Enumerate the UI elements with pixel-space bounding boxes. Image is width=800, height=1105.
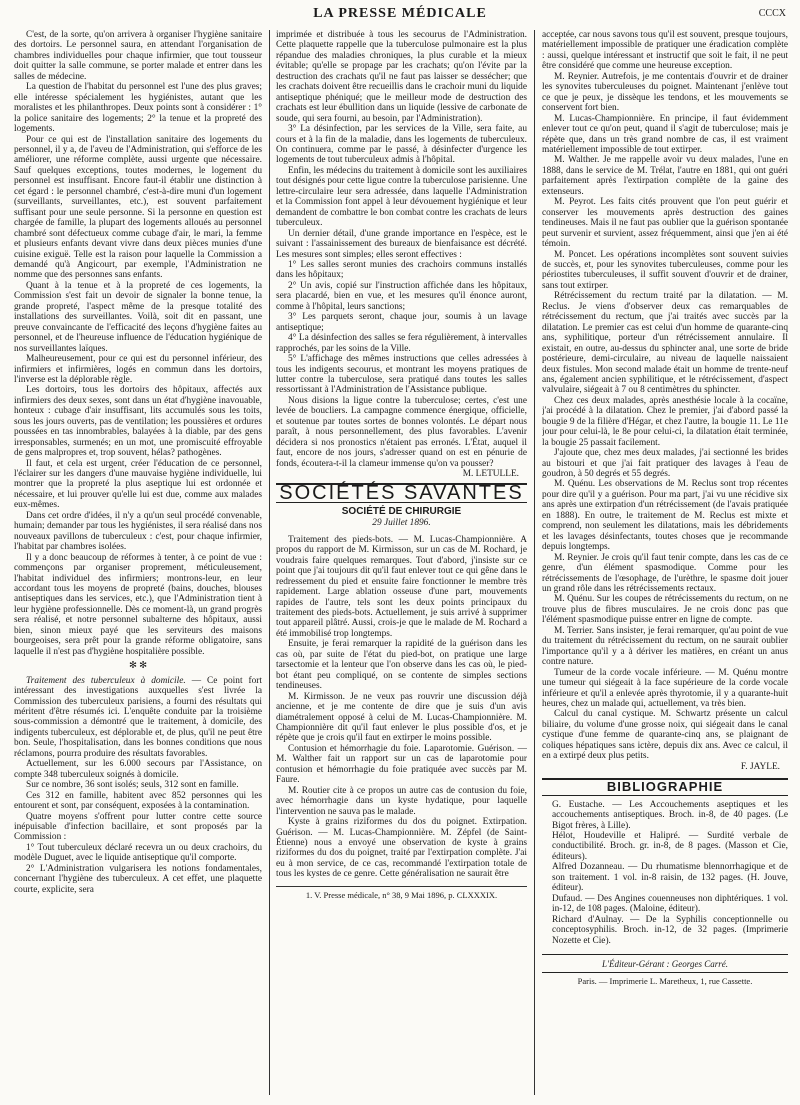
paragraph: Actuellement, sur les 6.000 secours par l'Assistance, on compte 348 tuberculeux soignés à domicile. [14, 759, 262, 780]
paragraph: 2° Un avis, copié sur l'instruction affichée dans les hôpitaux, sera placardé, bien en vue, et les mesures qu'il énonce auront, comme à l'hôpital, leurs sanctions; [276, 280, 527, 312]
paragraph: Enfin, les médecins du traitement à domicile sont les auxiliaires tout désignés pour cette ligue contre la tuberculose parisienne. Une lettre-circulaire leur sera adressée, dans laquelle l'Administration et la Commission font appel à leur dévouement hygiénique et leur demandent de combattre le bon combat contre les crachats de leurs tuberculeux. [276, 165, 527, 229]
paragraph: M. Kirmisson. Je ne veux pas rouvrir une discussion déjà ancienne, et je me contente de dire que je suis d'un avis diamétralement opposé à celui de M. Lucas-Championnière. M. Championnière dit qu'il faut enlever le plus possible d'os, et je répète que je crois qu'il faut en extirper le moins possible. [276, 691, 527, 744]
society-name: SOCIÉTÉ DE CHIRURGIE [341, 505, 462, 517]
paragraph: M. Routier cite à ce propos un autre cas de contusion du foie, avec hémorrhagie dans un kyste hydatique, pour laquelle l'intervention ne sauva pas le malade. [276, 785, 527, 817]
paragraph: Dans cet ordre d'idées, il n'y a qu'un seul procédé convenable, humain; demander par tous les hygiénistes, il sera réalisé dans nos nouveaux pavillons de tuberculeux : c'est, pour chaque infirmier, l'habitat par chambres isolées. [14, 510, 262, 553]
bibliography-entry: G. Eustache. — Les Accouchements aseptiques et les accouchements antiseptiques. Broch. in-8, de 40 pages. (Le Bigot frères, à Lille). [552, 799, 788, 831]
paragraph: M. Reynier. Autrefois, je me contentais d'ouvrir et de drainer les synovites tuberculeuses du poignet. Maintenant j'enlève tout ce que je peux, je dissèque les tendons, et les mouvements se conservent fort bien. [542, 71, 788, 114]
paragraph: 5° L'affichage des mêmes instructions que celles adressées à tous les indigents secourus, et montrant les moyens pratiques de lutter contre la tuberculose, sera pratiqué dans toutes les salles ressortissant à l'Administration de l'Assistance publique. [276, 354, 527, 396]
session-date: 29 Juillet 1896. [372, 518, 431, 529]
paragraph: 4° La désinfection des salles se fera régulièrement, à intervalles rapprochés, par les soins de la Ville. [276, 333, 527, 354]
paragraph: Quant à la tenue et à la propreté de ces logements, la Commission s'est fait un devoir de signaler la bonne tenue, la grande propreté, l'aspect même de la presque totalité des installations des surveillantes. Voilà, soit dit en passant, une preuve convaincante de l'efficacité des leçons d'hygiène faites au personnel, et de l'heureuse influence de l'éducation hygiénique de nos surveillantes laïques. [14, 280, 262, 354]
paragraph: M. Reynier. Je crois qu'il faut tenir compte, dans les cas de ce genre, d'un élément spasmodique. Comme pour les rétrécissements de l'œsophage, de l'urèthre, le spasme doit jouer un grand rôle dans les rétrécissements rectaux. [542, 552, 788, 595]
bibliography-entry: Hélot, Houdeville et Halipré. — Surdité verbale de conductibilité. Broch. gr. in-8, de 8 pages. (Masson et Cie, éditeurs). [552, 830, 788, 862]
paragraph: M. Poncet. Les opérations incomplètes sont souvent suivies de succès, et, pour les synovites tuberculeuses, comme pour les périostites tuberculeuses, il suffit souvent d'ouvrir et de drainer, sans tout extirper. [542, 249, 788, 291]
page-number: CCCX [758, 8, 786, 19]
author-signature: F. JAYLE. [740, 761, 780, 772]
bibliography-entry: Richard d'Aulnay. — De la Syphilis conceptionnelle ou conceptosyphilis. Broch. in-12, de 32 pages. (Imprimerie Nozette et Cie). [552, 914, 788, 946]
paragraph: Rétrécissement du rectum traité par la dilatation. — M. Reclus. Je viens d'observer deux cas remarquables de rétrécissement du rectum, que j'ai traités avec succès par la dilatation. Le premier cas est celui d'un homme de quarante-cinq ans, syphilitique, porteur d'un rétrécissement annulaire. Il existait, en outre, au-dessus du sphincter anal, une sorte de bride postérieure, demi-circulaire, au niveau de laquelle naissaient deux fistules. Mon second malade était un homme de trente-neuf ans, également ancien syphilitique, et le rétrécissement, d'aspect valvulaire, siégeait à 7 ou 8 centimètres du sphincter. [542, 291, 788, 396]
section-title: SOCIÉTÉS SAVANTES [276, 483, 527, 502]
paragraph: M. Walther. Je me rappelle avoir vu deux malades, l'une en 1888, dans le service de M. Trélat, l'autre en 1881, qui ont guéri parfaitement après l'extirpation complète de la gaine des extenseurs. [542, 155, 788, 197]
paragraph: imprimée et distribuée à tous les secourus de l'Administration. Cette plaquette rappelle que la tuberculose pulmonaire est la plus répandue des maladies chroniques, la plus curable et la mieux évitable; qu'elle se propage par les crachats; qu'on l'évite par la destruction des crachats qu'il ne faut pas laisser se dessécher; que les crachats doivent être recueillis dans le crachoir muni du liquide antiseptique phéniqué; que le meilleur mode de destruction des crachats est leur ébullition dans un liquide (lessive de carbonate de soude, qui sera fourni, au besoin, par l'Administration). [276, 30, 527, 124]
paragraph: 3° La désinfection, par les services de la Ville, sera faite, au cours et à la fin de la maladie, dans les logements de tuberculeux. On continuera, comme par le passé, à désinfecter d'urgence les logements de tout tuberculeux admis à l'hôpital. [276, 124, 527, 166]
editor-line: L'Éditeur-Gérant : Georges Carré. [542, 954, 788, 969]
paragraph: Calcul du canal cystique. M. Schwartz présente un calcul biliaire, du volume d'une grosse noix, qui siégeait dans le canal cystique d'une femme de quarante-cinq ans, se plaignant de coliques hépatiques sans ictère, depuis dix ans. Avec ce calcul, il en a extirpé deux plus petits. [542, 709, 788, 762]
footnote: 1. V. Presse médicale, n° 38, 9 Mai 1896, p. CLXXXIX. [276, 886, 527, 900]
paragraph: Chez ces deux malades, après anesthésie locale à la cocaïne, j'ai procédé à la dilatation. Chez le premier, j'ai d'abord passé la bougie 9 de la filière d'Hégar, et chez l'autre, la bougie 11. Le 11e jour pour celui-là, le 8e pour celui-ci, la dilatation était terminée, la bougie 25 passait facilement. [542, 395, 788, 448]
page-header [14, 4, 786, 30]
column-divider [269, 30, 270, 1095]
paragraph: Pour ce qui est de l'installation sanitaire des logements du personnel, il y a, de l'aveu de l'Administration, qui s'efforce de les améliorer, une réforme complète, aussi urgente que nécessaire. Sauf quelques exceptions, toutes modernes, le logement du personnel est insuffisant. Encore faut-il établir une distinction à cet égard : le personnel chambré, c'est-à-dire muni d'un logement (surveillants, surveillantes, etc.), est souvent parfaitement suffisant pour une seule personne. Si la personne en question est chargée de famille, la plupart des logements alloués au personnel chambré sont défectueux comme cubage d'air, le mari, la femme et plusieurs enfants devant vivre dans deux pièces munies d'une cuisine exiguë. Telle est la raison pour laquelle la Commission a demandé qu'à Angicourt, par exemple, l'Administration ne nomme que des personnes sans enfants. [14, 134, 262, 281]
section-separator: ✻ ✻ [129, 661, 147, 672]
paragraph: J'ajoute que, chez mes deux malades, j'ai sectionné les brides au bistouri et que j'ai fait pratiquer des lavages à l'eau de goudron, à 50 degrés et 55 degrés. [542, 448, 788, 480]
paragraph: Sur ce nombre, 36 sont isolés; seuls, 312 sont en famille. [26, 780, 239, 791]
paragraph: 1° Les salles seront munies des crachoirs communs installés dans les hôpitaux; [276, 259, 527, 281]
paragraph: M. Terrier. Sans insister, je ferai remarquer, qu'au point de vue du traitement du rétrécissement du rectum, on ne saurait oublier l'importance qu'il y a à dériver les matières, en créant un anus contre nature. [542, 625, 788, 668]
paragraph: La question de l'habitat du personnel est l'une des plus graves; elle intéresse spécialement les hygiénistes, autant que les moralistes et les philanthropes. Deux points sont à considérer : 1° la police sanitaire des logements; 2° la tenue et la propreté des logements. [14, 82, 262, 135]
paragraph: Il y a donc beaucoup de réformes à tenter, à ce point de vue : commençons par organiser proprement, méticuleusement, l'habitat individuel des infirmiers; montrons-leur, en leur accordant tous les moyens de propreté (bains, douches, blouses antiseptiques dans les services, etc.), que l'Administration tient à leur hygiène professionnelle. Dès ce moment-là, un grand progrès sera réalisé, et notre personnel subalterne des hôpitaux, aussi bien, sinon mieux payé que les serviteurs des maisons bourgeoises, sera prêt pour la grande réforme obligatoire, sans laquelle il n'est pas d'hygiène hospitalière possible. [14, 552, 262, 657]
paragraph: M. Quénu. Les observations de M. Reclus sont trop récentes pour dire qu'il y a guérison. Pour ma part, j'ai vu une récidive six ans après une extirpation d'un rétrécissement (de l'avais pratiquée en 1888). En outre, le traitement de M. Reclus est mixte et comprend, non seulement les dilatations, mais les débridements et les lavages désinfectants, toutes choses que je recommande depuis longtemps. [542, 479, 788, 553]
paragraph-text: Ce point fort intéressant des investigations auxquelles s'est livrée la Commission des tuberculeux parisiens, a fourni des résultats qui méritent d'être résumés ici. L'enquête conduite par la troisième sous-commission a démontré que le traitement, à domicile, des indigents tuberculeux, est déplorable et, de plus, qu'il ne peut être bon. Seule, l'hospitalisation, dans les bonnes conditions que nous réclamons, pourra produire des résultats favorables. [14, 675, 262, 759]
paragraph: 3° Les parquets seront, chaque jour, soumis à un lavage antiseptique; [276, 312, 527, 333]
bibliography-entry: Alfred Dozanneau. — Du rhumatisme blennorrhagique et de son traitement. 1 vol. in-8 raisin, de 132 pages. (H. Jouve, éditeur). [552, 862, 788, 894]
paragraph: Tumeur de la corde vocale inférieure. — M. Quénu montre une tumeur qui siégeait à la face supérieure de la corde vocale inférieure et qu'il a enlevée après thyrotomie, il y a quarante-huit heures, chez un malade qui, actuellement, va très bien. [542, 667, 788, 709]
bibliography-entry: Dufaud. — Des Angines couenneuses non diphtériques. 1 vol. in-12, de 108 pages. (Maloine, éditeur). [552, 893, 788, 915]
paragraph: Traitement des tuberculeux à domicile. — Ce point fort intéressant des investigations auxquelles s'est livrée la Commission des tuberculeux parisiens, a fourni des résultats qui méritent d'être résumés ici. L'enquête conduite par la troisième sous-commission a démontré que le traitement, à domicile, des indigents tuberculeux, est déplorable et, de plus, qu'il ne peut être bon. Seule, l'hospitalisation, dans les bonnes conditions que nous réclamons, pourra produire des résultats favorables. [14, 675, 262, 759]
paragraph: M. Quénu. Sur les coupes de rétrécissements du rectum, on ne trouve plus de fibres musculaires. Je ne crois donc pas que l'élément spasmodique puisse entrer en ligne de compte. [542, 594, 788, 626]
paragraph: 1° Tout tuberculeux déclaré recevra un ou deux crachoirs, du modèle Duguet, avec le liquide antiseptique qu'il comporte. [14, 842, 262, 864]
paragraph: Nous disions la ligue contre la tuberculose; certes, c'est une levée de boucliers. La campagne commence énergique, officielle, et soutenue par toutes sortes de bonnes volontés. Le départ nous paraît, à nous personnellement, des plus favorables. L'avenir décidera si nos pronostics n'étaient pas erronés. L'État, auquel il faut, encore de nos jours, s'adresser quand on est en pénurie de fonds, écoutera-t-il la clameur immense qu'on va pousser? [276, 395, 527, 469]
section-lead: Traitement des tuberculeux à domicile. [26, 675, 186, 686]
paragraph: Ensuite, je ferai remarquer la rapidité de la guérison dans les cas où, par suite de l'état du pied-bot, on pratique une large tarsectomie et la lenteur que l'on observe dans les cas où, le pied-bot étant peu compliqué, on se contente de simples sections tendineuses. [276, 639, 527, 692]
column-3 [542, 30, 788, 1090]
paragraph: Kyste à grains riziformes du dos du poignet. Extirpation. Guérison. — M. Lucas-Championnière. M. Zépfel (de Saint-Étienne) nous a envoyé une observation de kyste à grains riziformes du dos du poignet, traité par l'extirpation complète. J'ai eu à mon service, de ce cas, recommandé l'extirpation totale de tous les kystes de ce genre. Cette généralisation ne saurait être [276, 817, 527, 880]
paragraph: Traitement des pieds-bots. — M. Lucas-Championnière. A propos du rapport de M. Kirmisson, sur un cas de M. Rochard, je voudrais faire quelques remarques. Tout d'abord, j'insiste sur ce point que j'ai toujours dit qu'il faut enlever tout ce qui gêne dans le redressement du pied et ensuite faire fonctionner le membre très rapidement. Large ablation osseuse d'une part, mouvements rapides de l'autre, tels sont les deux points principaux du traitement des pieds-bots. Actuellement, je suis arrivé à supprimer tout appareil plâtré. Aussi, crois-je que le malade de M. Rochard a été immobilisé trop longtemps. [276, 534, 527, 639]
column-divider [534, 30, 535, 1095]
paragraph: M. Lucas-Championnière. En principe, il faut évidemment enlever tout ce qu'on peut, quand il s'agit de tuberculose; mais je répète que, dans un très grand nombre de cas, il est vraiment matériellement impossible de tout extirper. [542, 113, 788, 155]
paragraph: Ces 312 en famille, habitent avec 852 personnes qui les entourent et sont, par conséquent, exposées à la contamination. [14, 790, 262, 812]
bibliography-title: BIBLIOGRAPHIE [542, 778, 788, 795]
paragraph: 2° L'Administration vulgarisera les notions fondamentales, concernant l'hygiène des tuberculeux. A cet effet, une plaquette courte, explicite, sera [14, 863, 262, 895]
paragraph: Quatre moyens s'offrent pour lutter contre cette source inépuisable d'infection bacillaire, et sont proposés par la Commission : [14, 811, 262, 843]
paragraph: Malheureusement, pour ce qui est du personnel inférieur, des infirmiers et infirmières, logés en commun dans les dortoirs, l'inverse est la déplorable règle. [14, 354, 262, 385]
printer-line: Paris. — Imprimerie L. Maretheux, 1, rue Cassette. [542, 972, 788, 986]
paragraph: Un dernier détail, d'une grande importance en l'espèce, est le suivant : l'assainissement des bureaux de bienfaisance est décrété. Les mesures sont simples; elles seront effectives : [276, 228, 527, 260]
paragraph: C'est, de la sorte, qu'on arrivera à organiser l'hygiène sanitaire des dortoirs. Le personnel saura, en attendant l'organisation de chambres individuelles pour chaque infirmier, que tout tousseur doit quitter la salle commune, se porter malade et entrer dans les salles de médecine. [14, 30, 262, 82]
paragraph: acceptée, car nous savons tous qu'il est souvent, presque toujours, matériellement impossible de pratiquer une éradication complète : aussi, quelque intéressant et instructif que soit le fait, il ne peut être considéré que comme une heureuse exception. [542, 30, 788, 72]
paragraph: M. Peyrot. Les faits cités prouvent que l'on peut guérir et conserver les mouvements après destruction des gaines tendineuses. Mais il ne faut pas oublier que la guérison spontanée peut survenir et survient, assez fréquemment, ainsi que j'en ai été témoin. [542, 197, 788, 250]
column-1 [14, 30, 262, 1090]
journal-title: LA PRESSE MÉDICALE [313, 6, 487, 21]
paragraph: Il faut, et cela est urgent, créer l'éducation de ce personnel, l'éclairer sur les dangers d'une mauvaise hygiène individuelle, lui montrer que la propreté la plus aseptique lui est ordonnée et nécessaire, et lui prouver qu'elle lui est due, comme aux malades eux-mêmes. [14, 458, 262, 511]
paragraph: Les dortoirs, tous les dortoirs des hôpitaux, affectés aux infirmiers des deux sexes, sont dans un état d'hygiène inavouable, honteux : cubage d'air insuffisant, lits accumulés sous les toits, sous les jours ouverts, pas de ventilation; les poussières et ordures poussées en tas innombrables, balayées à la diable, par des gens irresponsables, surmenés; en un mot, une promiscuité effroyable de gens malpropres et, trop souvent, hélas? pathogènes. [14, 385, 262, 459]
paragraph: Contusion et hémorrhagie du foie. Laparotomie. Guérison. — M. Walther fait un rapport sur un cas de laparotomie pour contusion et hémorrhagie du foie pratiquée avec succès par M. Faure. [276, 743, 527, 786]
column-2 [276, 30, 527, 1090]
author-signature: M. LETULLE. [462, 469, 519, 480]
